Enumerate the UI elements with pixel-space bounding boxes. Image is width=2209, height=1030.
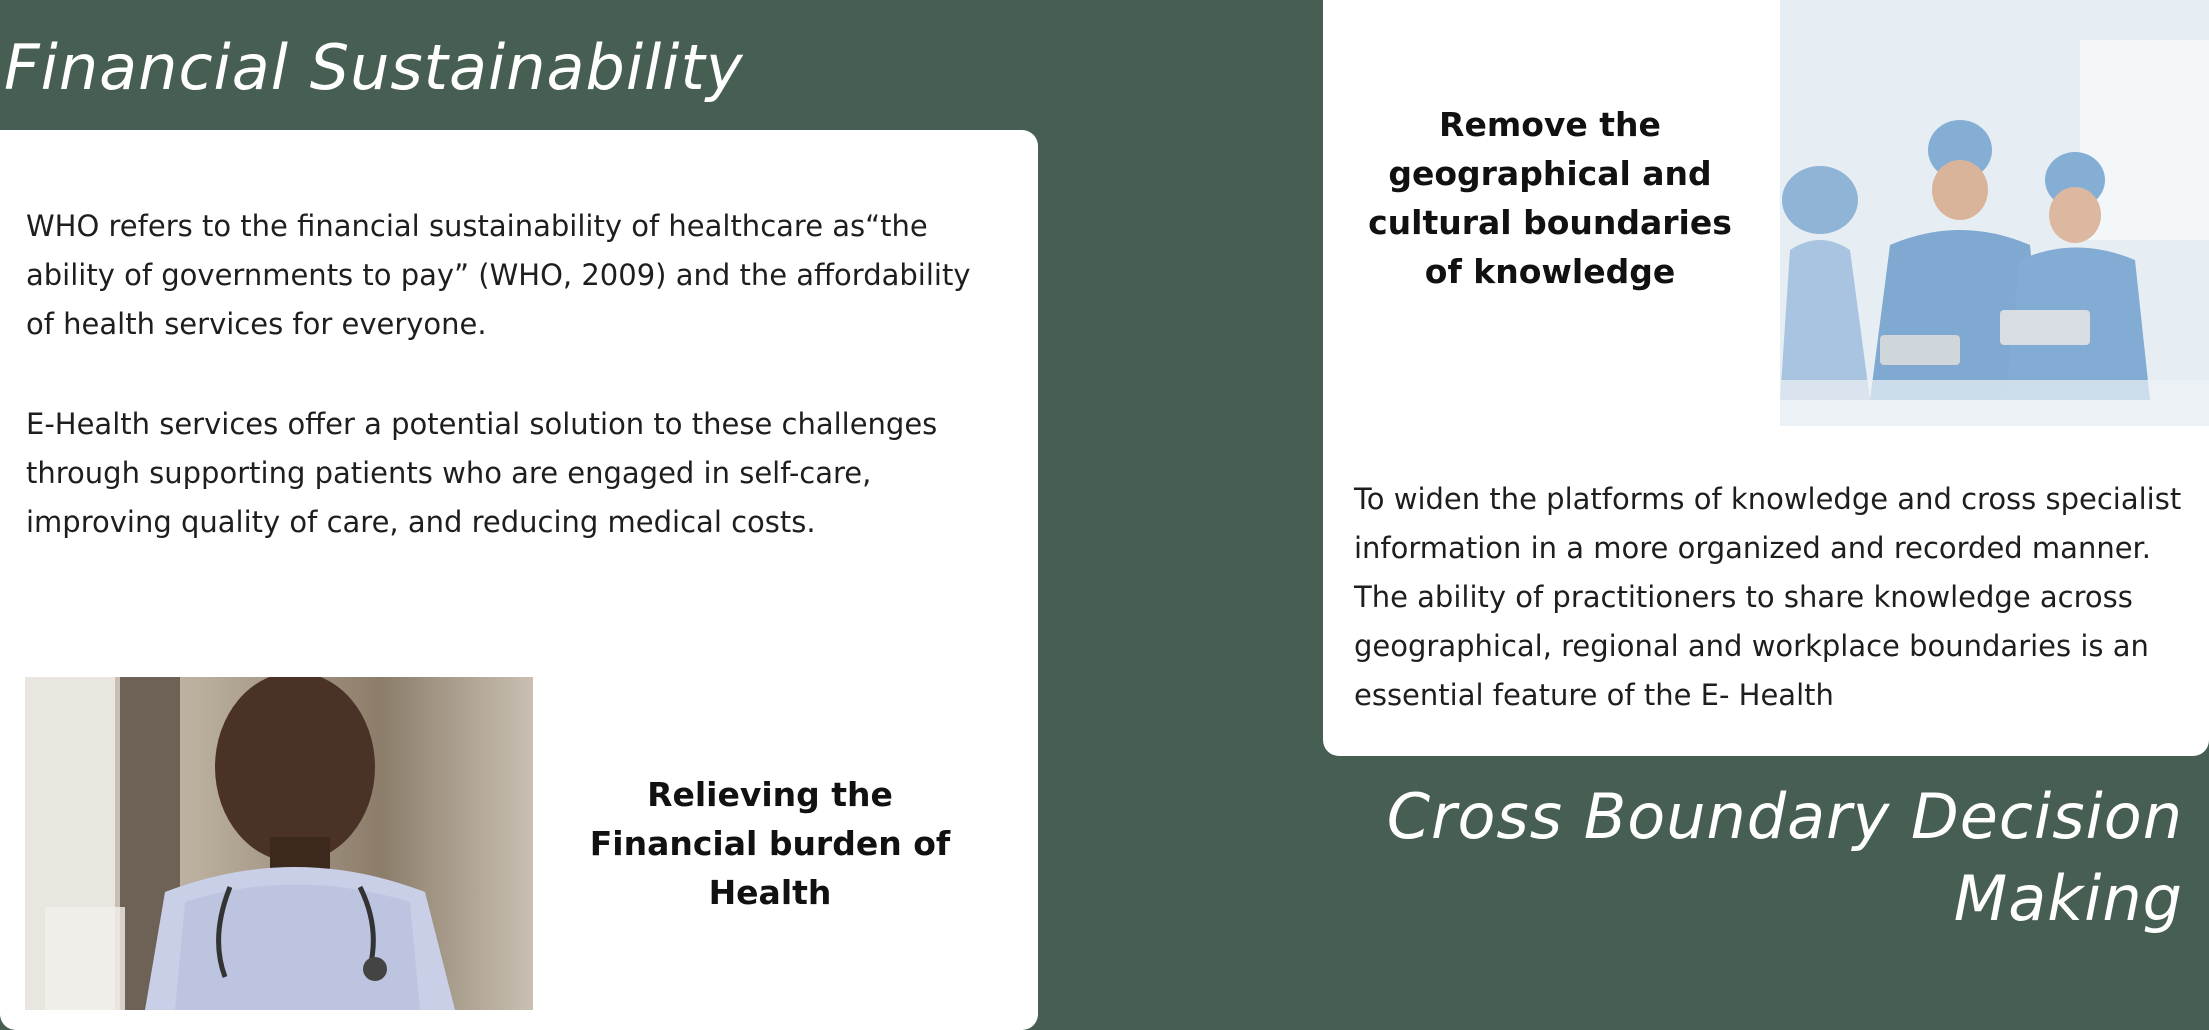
- remove-boundaries-caption: Remove the geographical and cultural boundaries of knowledge: [1368, 105, 1732, 291]
- cross-boundary-title: Cross Boundary Decision Making: [1386, 780, 2183, 935]
- financial-sustainability-title: Financial Sustainability: [4, 31, 744, 104]
- doctor-photo: [25, 677, 533, 1010]
- surgeons-photo: [1780, 0, 2209, 426]
- knowledge-sharing-paragraph: To widen the platforms of knowledge and cross specialist information in a more organized and recorded manner. The ability of practitioners to share knowledge across geographical, regional and workplace boundaries is an essential feature of the E- Health: [1354, 482, 2182, 712]
- ehealth-solution-paragraph: E-Health services offer a potential solution to these challenges through supporting patients who are engaged in self-care, improving quality of care, and reducing medical costs.: [26, 407, 938, 539]
- who-definition-paragraph: WHO refers to the financial sustainability of healthcare as“the ability of governments to pay” (WHO, 2009) and the affordability of health services for everyone.: [26, 209, 971, 341]
- relieving-financial-burden-caption: Relieving the Financial burden of Health: [589, 775, 951, 912]
